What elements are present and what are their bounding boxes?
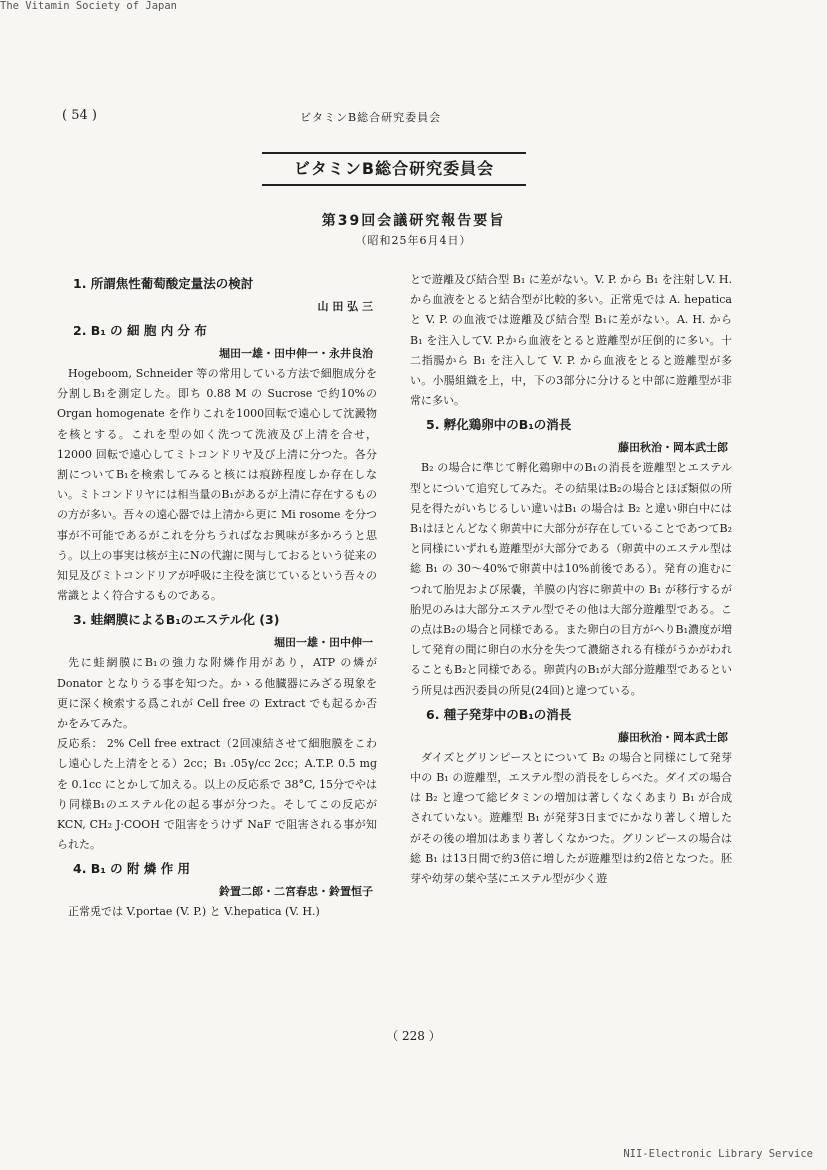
meeting-date: （昭和25年6月4日） (355, 234, 472, 247)
section-5-authors: 藤田秋治・岡本武士郎 (618, 441, 728, 455)
left-column (57, 270, 377, 923)
section-2-body: Hogeboom, Schneider 等の常用している方法で細胞成分を分割しB₁を測定した。即ち 0.88 M の Sucrose で約10%の Organ homogenate を作りこれを1000回転で遠心して沈澱物を核とする。これを型の如く洗つて洗液及び上清を合せ，12000 回転で遠心してミトコンドリヤ及び上清に分つた。各分割についてB₁を検索してみると核には痕跡程度しか存在しない。ミトコンドリヤには相当量のB₁があるが上清に存在するものの方が多い。吾々の遠心器では上清から更に Mi rosome を分つ事が不可能であるがこれを分ちうればなお興味が多かろうと思う。以上の事実は核が主にNの代謝に関与しておるという従来の知見及びミトコンドリアが呼吸に主役を演じているという吾々の常識とよく符合するものである。 (57, 367, 377, 603)
section-6-authors: 藤田秋治・岡本武士郎 (618, 730, 728, 744)
section-6-title: 6. 種子発芽中のB₁の消長 (426, 706, 572, 722)
section-5-body: B₂ の場合に準じて孵化鶏卵中のB₁の消長を遊離型とエステル型とについて追究してみた。その結果はB₂の場合とほぼ類似の所見を得たがいちじるしい違いはB₁ の場合は B₂ と違い卵白中には B₁はほとんどなく卵黄中に大部分が存在していることであつてB₂と同様にいずれも遊離型が大部分である（卵黄中のエステル型は総 B₁ の 30～40%で卵黄中は10%前後である）。発育の進むにつれて胎児および尿嚢，羊膜の内容に卵黄中の B₁ が移行するが胎児のみは大部分エステル型でその他は大部分遊離型である。この点はB₂の場合と同様である。また卵白の目方がへりB₁濃度が増して発育の間に卵白の水分を失つて濃縮される有様がうかがわれることもB₂と同様である。卵黄内のB₁が大部分遊離型であるという所見は西沢委員の所見(24回)と違つている。 (410, 461, 732, 697)
section-4-body: 正常兎では V.portae (V. P.) と V.hepatica (V. H.) (68, 905, 320, 919)
section-4-title: 4. B₁ の 附 燐 作 用 (73, 861, 191, 877)
library-watermark: NII-Electronic Library Service (623, 1148, 813, 1160)
section-6-body: ダイズとグリンピースとについて B₂ の場合と同様にして発芽中の B₁ の遊離型，エステル型の消長をしらべた。ダイズの場合は B₂ と違つて総ビタミンの増加は著しくなくあまり B₁ が合成されていない。遊離型 B₁ が発芽3日までにかなり著しく増したがその後の増加はあまり著しくなかつた。グリンピースの場合は総 B₁ は13日間で約3倍に増したが遊離型は約2倍となつた。胚芽や幼芽の葉や茎にエステル型が少く遊 (410, 750, 732, 886)
section-3-title: 3. 蛙網膜によるB₁のエステル化 (3) (73, 612, 280, 628)
society-watermark: The Vitamin Society of Japan (0, 0, 178, 12)
section-1-authors: 山 田 弘 三 (317, 300, 373, 313)
section-2-title: 2. B₁ の 細 胞 内 分 布 (73, 323, 207, 338)
section-4-body-continued: とで遊離及び結合型 B₁ に差がない。V. P. から B₁ を注射しV. H. から血液をとると結合型が比較的多い。正常兎では A. hepatica と V. P. の血液では遊離及び結合型 B₁に差がない。A. H. から B₁ を注入してV. P.から血液をとると遊離型が圧倒的に多い。十二指腸から B₁ を注入して V. P. から血液をとると遊離型が多い。小腸組織を上，中，下の3部分に分けると中部に遊離型が非常に多い。 (410, 273, 732, 408)
section-5-title: 5. 孵化鶏卵中のB₁の消長 (426, 417, 572, 433)
section-4-authors: 鈴置二郎・二宮春忠・鈴置恒子 (219, 885, 373, 899)
section-3-body: 先に蛙網膜にB₁の強力な附燐作用があり，ATP の燐が Donator となりうる事を知つた。かゝる他臓器にみざる現象を更に深く検索する爲これが Cell free の Extract でも起るか否かをみてみた。 反応系： 2% Cell free extract（2回凍結させて細胞膜をこわし遠心した上清をとる）2cc；B₁ .05γ/cc 2cc；A.T.P. 0.5 mg を 0.1cc にとかして加える。以上の反応系で 38°C, 15分でやはり同様B₁のエステル化の起る事が分つた。そしてこの反応が KCN, CH₂ J·COOH で阻害をうけず NaF で阻害される事が知られた。 (57, 656, 377, 852)
section-3-authors: 堀田一雄・田中伸一 (274, 636, 373, 650)
page-number: ( 54 ) (62, 108, 97, 123)
meeting-title: 第39回会議研究報告要旨 (321, 213, 506, 229)
right-column (410, 270, 732, 889)
section-1-title: 1. 所謂焦性葡萄酸定量法の検討 (73, 276, 254, 291)
running-head: ビタミンB総合研究委員会 (300, 111, 442, 124)
footer-page-number: （ 228 ） (386, 1029, 441, 1043)
journal-title: ビタミンB総合研究委員会 (262, 152, 526, 186)
section-2-authors: 堀田一雄・田中伸一・永井良治 (219, 347, 373, 360)
